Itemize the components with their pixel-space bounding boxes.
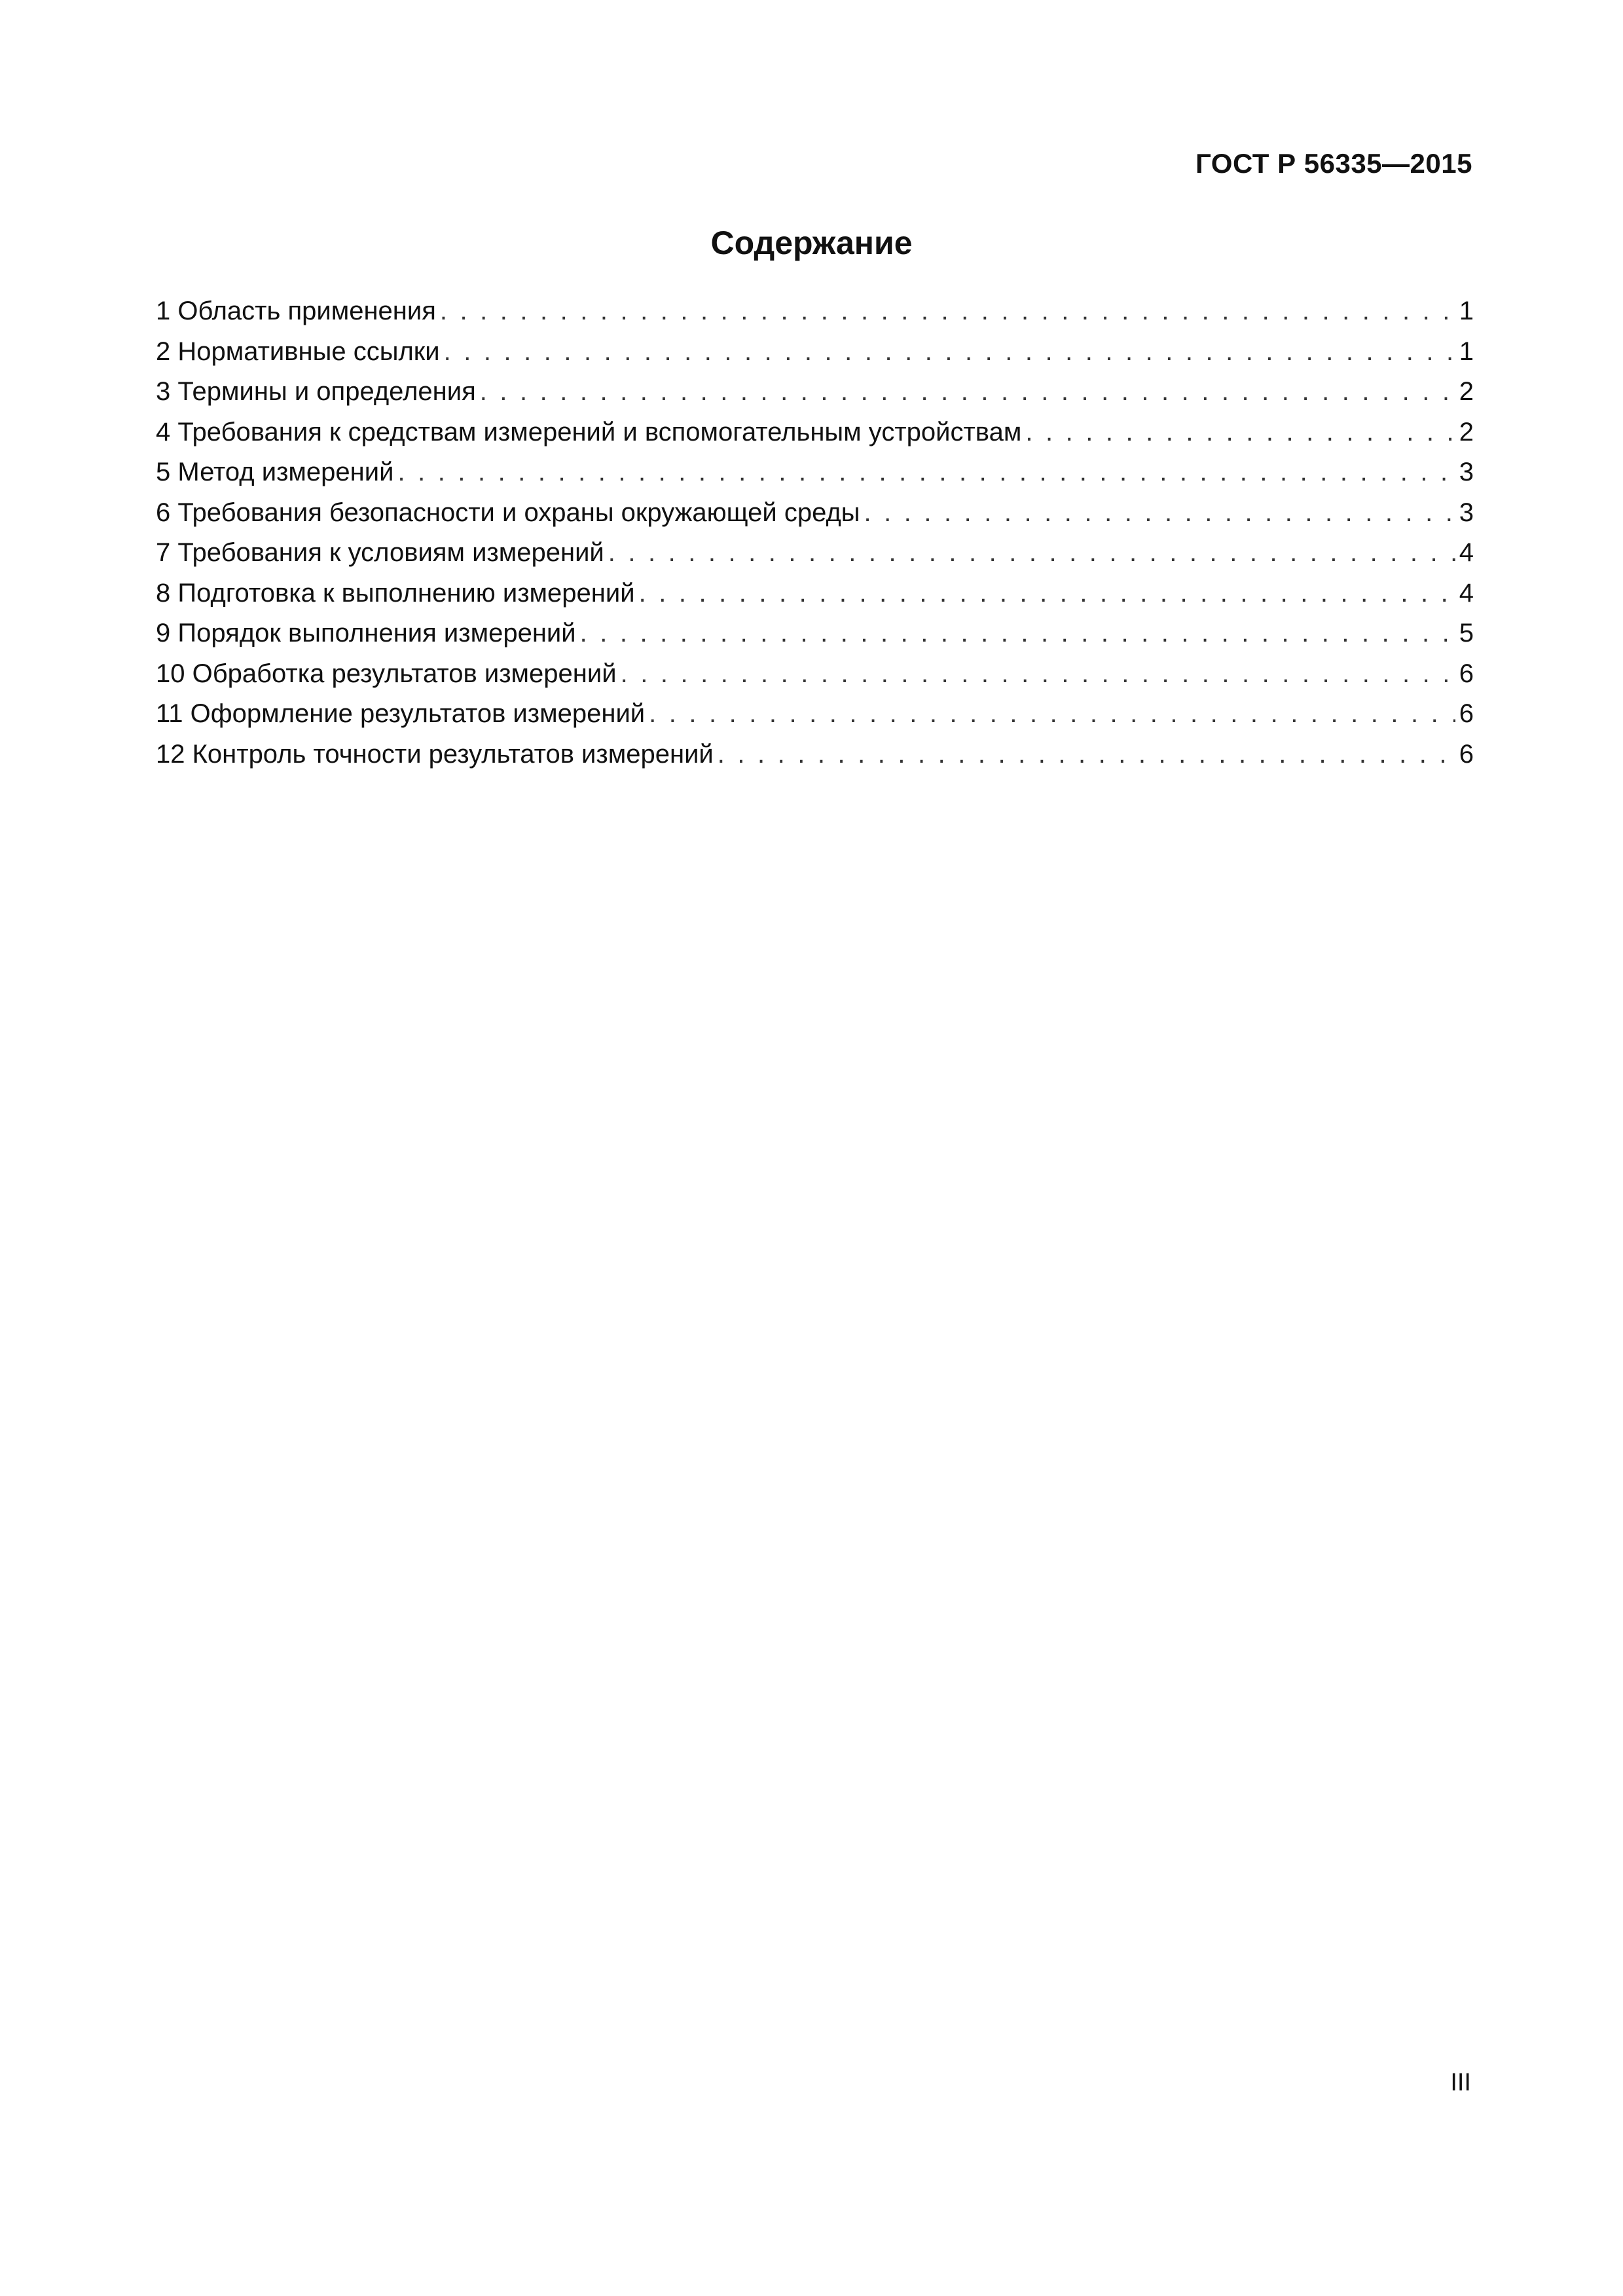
toc-leader-dots [444, 332, 1455, 373]
toc-entry-page: 4 [1459, 538, 1474, 567]
toc-leader-dots [397, 452, 1455, 493]
toc-entry[interactable] [156, 291, 1474, 332]
toc-entry[interactable] [156, 694, 1474, 735]
toc-list [156, 291, 1474, 774]
toc-entry-page: 6 [1459, 699, 1474, 728]
toc-entry[interactable] [156, 735, 1474, 775]
toc-entry[interactable] [156, 493, 1474, 534]
toc-entry-page: 6 [1459, 659, 1474, 688]
document-code: ГОСТ Р 56335—2015 [1195, 148, 1472, 179]
toc-entry[interactable] [156, 452, 1474, 493]
toc-leader-dots [864, 493, 1455, 534]
toc-entry-page: 3 [1459, 498, 1474, 527]
toc-leader-dots [621, 654, 1455, 695]
toc-entry[interactable] [156, 332, 1474, 373]
toc-entry[interactable] [156, 654, 1474, 695]
toc-entry[interactable] [156, 412, 1474, 453]
toc-entry-label: 6 Требования безопасности и охраны окружающей среды [156, 498, 860, 527]
toc-leader-dots [639, 574, 1455, 614]
toc-entry-label: 2 Нормативные ссылки [156, 337, 440, 366]
toc-entry-page: 2 [1459, 377, 1474, 406]
toc-title: Содержание [710, 225, 913, 261]
toc-entry-label: 1 Область применения [156, 297, 436, 325]
toc-entry[interactable] [156, 574, 1474, 614]
toc-leader-dots [1025, 412, 1455, 453]
toc-entry-label: 12 Контроль точности результатов измерений [156, 739, 714, 769]
toc-entry-label: 9 Порядок выполнения измерений [156, 619, 576, 647]
toc-entry-page: 3 [1459, 458, 1474, 486]
toc-entry[interactable] [156, 372, 1474, 412]
toc-entry[interactable] [156, 613, 1474, 654]
toc-leader-dots [480, 372, 1455, 412]
page-number: III [1450, 2069, 1471, 2096]
toc-leader-dots [580, 613, 1455, 654]
toc-entry-label: 4 Требования к средствам измерений и вспомогательным устройствам [156, 417, 1022, 446]
toc-entry-page: 5 [1459, 619, 1474, 647]
toc-leader-dots [718, 735, 1455, 775]
toc-entry-label: 8 Подготовка к выполнению измерений [156, 578, 635, 608]
toc-entry-label: 10 Обработка результатов измерений [156, 659, 617, 688]
toc-entry-label: 5 Метод измерений [156, 458, 394, 486]
toc-entry-label: 3 Термины и определения [156, 377, 476, 406]
toc-leader-dots [608, 533, 1455, 574]
toc-entry-page: 2 [1459, 417, 1474, 446]
toc-entry[interactable] [156, 533, 1474, 574]
toc-entry-label: 7 Требования к условиям измерений [156, 538, 604, 567]
toc-leader-dots [649, 694, 1455, 735]
toc-entry-page: 1 [1459, 297, 1474, 325]
toc-entry-page: 6 [1459, 739, 1474, 769]
toc-entry-page: 4 [1459, 578, 1474, 608]
toc-entry-label: 11 Оформление результатов измерений [156, 699, 646, 728]
toc-leader-dots [440, 291, 1455, 332]
toc-entry-page: 1 [1459, 337, 1474, 366]
